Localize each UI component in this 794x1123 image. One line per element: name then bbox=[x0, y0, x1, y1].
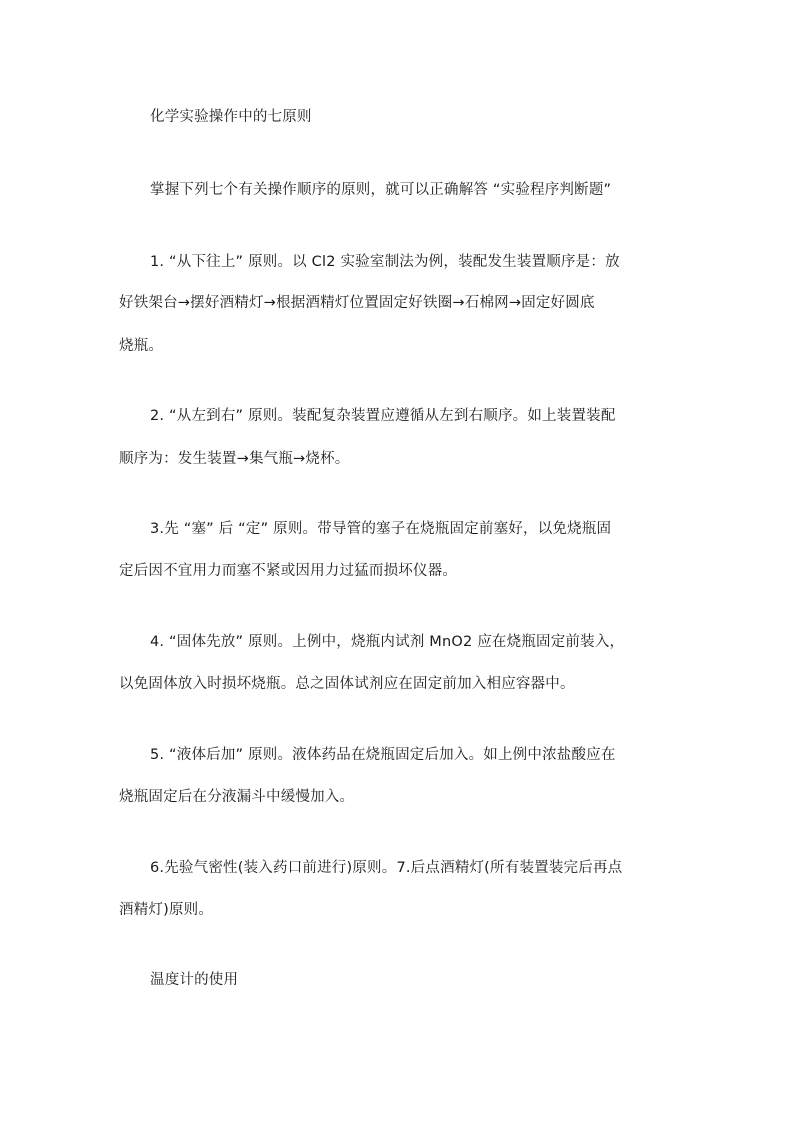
section-heading: 温度计的使用 bbox=[150, 972, 239, 988]
principle-4-line-2: 以免固体放入时损坏烧瓶。总之固体试剂应在固定前加入相应容器中。 bbox=[119, 676, 575, 692]
principle-5-line-1: 5. “液体后加” 原则。液体药品在烧瓶固定后加入。如上例中浓盐酸应在 bbox=[150, 747, 616, 763]
document-title: 化学实验操作中的七原则 bbox=[150, 109, 312, 125]
principle-1-line-3: 烧瓶。 bbox=[119, 338, 164, 354]
principle-3-line-1: 3.先 “塞” 后 “定” 原则。带导管的塞子在烧瓶固定前塞好，以免烧瓶固 bbox=[150, 521, 612, 537]
principle-2-line-1: 2. “从左到右” 原则。装配复杂装置应遵循从左到右顺序。如上装置装配 bbox=[150, 408, 616, 424]
principle-6-7-line-2: 酒精灯)原则。 bbox=[119, 902, 214, 918]
principle-1-line-2: 好铁架台→摆好酒精灯→根据酒精灯位置固定好铁圈→石棉网→固定好圆底 bbox=[119, 295, 595, 311]
principle-6-7-line-1: 6.先验气密性(装入药口前进行)原则。7.后点酒精灯(所有装置装完后再点 bbox=[150, 860, 623, 876]
principle-5-line-2: 烧瓶固定后在分液漏斗中缓慢加入。 bbox=[119, 789, 355, 805]
principle-3-line-2: 定后因不宜用力而塞不紧或因用力过猛而损坏仪器。 bbox=[119, 563, 458, 579]
principle-1-line-1: 1. “从下往上” 原则。以 Cl2 实验室制法为例，装配发生装置顺序是：放 bbox=[150, 254, 620, 270]
principle-4-line-1: 4. “固体先放” 原则。上例中，烧瓶内试剂 MnO2 应在烧瓶固定前装入， bbox=[150, 634, 625, 650]
intro-paragraph: 掌握下列七个有关操作顺序的原则，就可以正确解答 “实验程序判断题” bbox=[150, 182, 612, 198]
principle-2-line-2: 顺序为：发生装置→集气瓶→烧杯。 bbox=[119, 451, 350, 467]
